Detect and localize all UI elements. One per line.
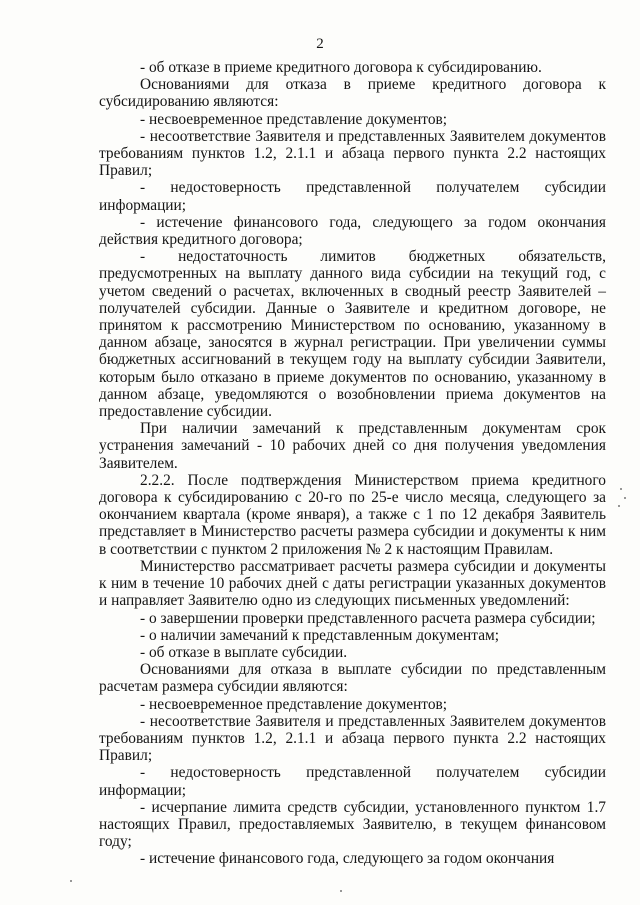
paragraph: Министерство рассматривает расчеты размера субсидии и документы к ним в течение 10 рабочих дней с даты регистрации указанных документов и направляет Заявителю одно из следующих письменных уведомлений: [99,557,606,610]
paragraph: - об отказе в приеме кредитного договора к субсидированию. [140,59,542,76]
paragraph: При наличии замечаний к представленным документам срок устранения замечаний - 10 рабочих дней со дня получения уведомления Заявителем. [99,420,606,472]
paragraph: - несоответствие Заявителя и представленных Заявителем документов требованиям пунктов 1.2, 2.1.1 и абзаца первого пункта 2.2 настоящих Правил; [99,712,606,765]
paragraph: Основаниями для отказа в приеме кредитного договора к субсидированию являются: [99,76,606,111]
page-number: 2 [316,36,324,52]
paragraph: - о наличии замечаний к представленным документам; [140,626,500,644]
paragraph: - несвоевременное представление документов; [140,110,448,128]
paragraph: - о завершении проверки представленного расчета размера субсидии; [140,609,596,627]
paragraph: - истечение финансового года, следующего за годом окончания [140,850,555,868]
paragraph: - об отказе в выплате субсидии. [140,643,348,661]
paragraph: 2.2.2. После подтверждения Министерством приема кредитного договора к субсидированию с 20-го по 25-е число месяца, следующего за окончанием квартала (кроме января), а также с 1 по 12 декабря Заявитель представляет в Министерство расчеты размера субсидии и документы к ним в соответствии с пунктом 2 приложения № 2 к настоящим Правилам. [99,471,606,558]
paragraph: - истечение финансового года, следующего за годом окончания действия кредитного договора; [99,213,606,249]
paragraph: - недостоверность представленной получателем субсидии информации; [99,764,606,799]
paragraph: - недостаточность лимитов бюджетных обязательств, предусмотренных на выплату данного вида субсидии на текущий год, с учетом сведений о расчетах, включенных в сводный реестр Заявителей – получателей субсидии. Данные о Заявителе и кредитном договоре, не принятом к рассмотрению Министерством по основанию, указанному в данном абзаце, заносятся в журнал регистрации. При увеличении суммы бюджетных ассигнований в текущем году на выплату субсидии Заявители, которым было отказано в приеме документов по основанию, указанному в данном абзаце, уведомляются о возобновлении приема документов на предоставление субсидии. [99,248,606,421]
paragraph: - несвоевременное представление документов; [140,695,448,713]
paragraph: - недостоверность представленной получателем субсидии информации; [99,179,606,214]
document-body [99,59,606,868]
paragraph: Основаниями для отказа в выплате субсидии по представленным расчетам размера субсидии являются: [99,661,606,696]
paragraph: - несоответствие Заявителя и представленных Заявителем документов требованиям пунктов 1.2, 2.1.1 и абзаца первого пункта 2.2 настоящих Правил; [99,127,606,180]
paragraph: - исчерпание лимита средств субсидии, установленного пунктом 1.7 настоящих Правил, предоставляемых Заявителю, в текущем финансовом году; [99,798,606,851]
